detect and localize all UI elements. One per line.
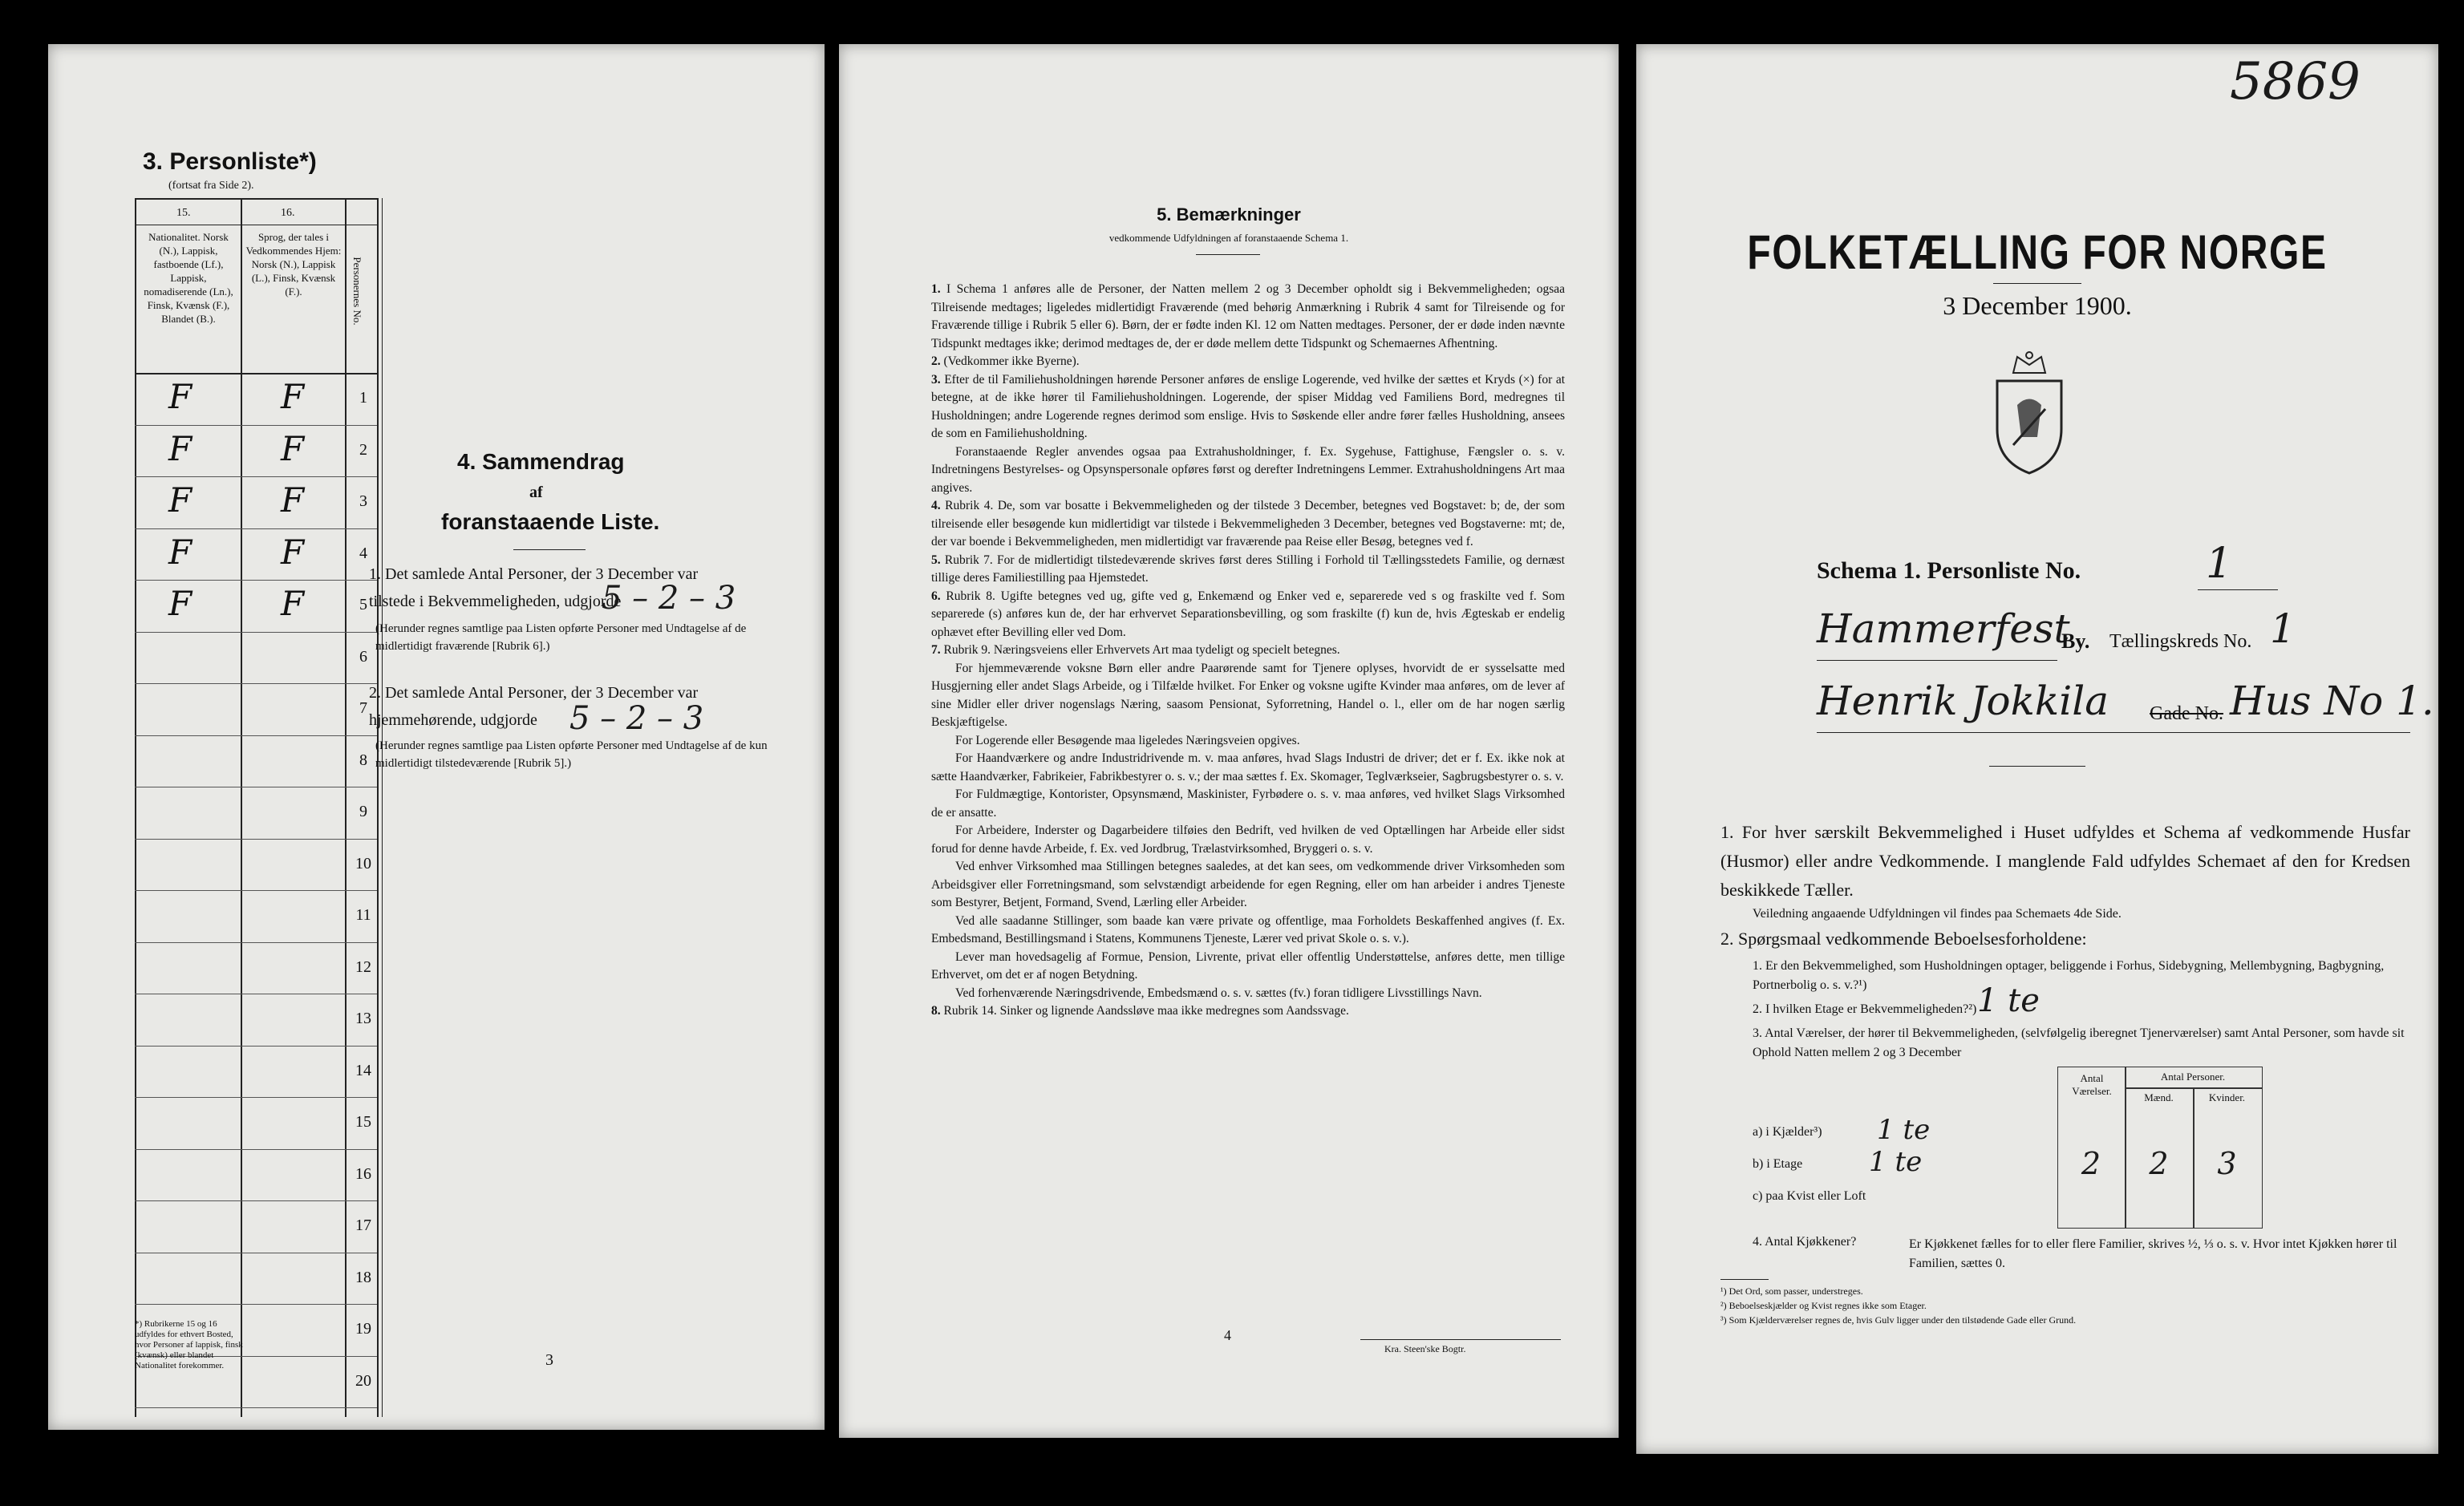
footnote-2: ²) Beboelseskjælder og Kvist regnes ikke som Etager. xyxy=(1720,1300,1927,1311)
footnote-3: ³) Som Kjælderværelser regnes de, hvis Gulv ligger under den tilstødende Gade eller Grund. xyxy=(1720,1314,2077,1326)
remark-paragraph xyxy=(931,642,1565,660)
row-number: 14 xyxy=(355,1061,371,1079)
row-number: 11 xyxy=(355,906,371,924)
women-cell: 3 xyxy=(2217,1146,2237,1181)
row-number: 10 xyxy=(355,854,371,872)
table-row-divider xyxy=(135,632,377,633)
footnote-1: ¹) Det Ord, som passer, understreges. xyxy=(1720,1285,1863,1297)
row-number: 3 xyxy=(359,492,367,510)
remark-text: Ved alle saadanne Stillinger, som baade kan være private og offentlige, maa Forholdets Beskaffenhed angives (f. Ex. Embedsmand, Bestillingsmand i Statens, Kommunens Tjeneste, Lærer ved privat Skole o. s. v.). xyxy=(931,913,1565,945)
remark-paragraph xyxy=(931,443,1565,498)
language-cell: F xyxy=(281,480,305,520)
gade-label: Gade No. xyxy=(2150,703,2223,724)
table-row-divider xyxy=(135,942,377,943)
question-2: 2. I hvilken Etage er Bekvemmeligheden?²) xyxy=(1753,1002,1977,1016)
remark-text: Efter de til Familiehusholdningen hørende Personer anføres de enslige Logerende, ved hvilke der sættes et Kryds (×) for at betegne, at de ikke hører til Familiehusholdningen. Logerende, der spiser Middag ved Familiens Bord, medregnes til Husholdningen; andre Logerende regnes derimod som enslige. Hvis to Søskende eller andre fører fælles Husholdning, ansees de som en Familiehusholdning. xyxy=(931,372,1566,440)
question-4: 4. Antal Kjøkkener? xyxy=(1753,1235,1857,1249)
remark-paragraph xyxy=(931,949,1565,985)
remark-text: Foranstaaende Regler anvendes ogsaa paa Extrahusholdninger, f. Ex. Sygehuse, Fattighuse, Fængsler o. s. v. Indretningens Bestyrelses- og Opsynspersonale opføres først og derefter Indretningens Lemmer. Extrahusholdningens Art maa angives. xyxy=(931,444,1565,495)
remark-paragraph xyxy=(931,858,1565,913)
census-date: 3 December 1900. xyxy=(1943,291,2132,320)
table-row-label: c) paa Kvist eller Loft xyxy=(1753,1189,1866,1203)
table-row-divider xyxy=(135,1407,377,1408)
remark-paragraph xyxy=(931,353,1565,371)
table-row-divider xyxy=(135,1097,377,1098)
remark-text: I Schema 1 anføres alle de Personer, der Natten mellem 2 og 3 December opholdt sig i Bekvemmeligheden; ogsaa Tilreisende medtages; ligeledes midlertidigt Fraværende (med behørig Anmærkning i Rubrik 4 samt for Tilreisende og for Fraværende tillige i Rubrik 5 eller 6). Børn, der er fødte inden Kl. 12 om Natten medtages. Personer, der er døde inden nævnte Tidspunkt medtages ikke; derimod medtages de, der er døde mellem dette Tidspunkt og Schemaernes Afhentning. xyxy=(931,282,1565,350)
remark-text: For Logerende eller Besøgende maa ligeledes Næringsveien opgives. xyxy=(955,733,1300,747)
table-row-divider xyxy=(135,890,377,891)
summary-1-line1: 1. Det samlede Antal Personer, der 3 December var xyxy=(369,565,699,583)
printer-credit: Kra. Steen'ske Bogtr. xyxy=(1384,1343,1466,1354)
summary-title-af: af xyxy=(529,484,543,501)
remark-text: For Arbeidere, Inderster og Dagarbeidere tilføies den Bedrift, ved hvilken de ved Optællingen har Arbeide eller sidst forud for denne havde Arbeide, f. Ex. ved Jordbrug, Trælastvirksomhed, Bryggeri o. s. v. xyxy=(931,824,1565,856)
remark-paragraph xyxy=(931,985,1565,1003)
language-cell: F xyxy=(281,532,305,572)
table-row-divider xyxy=(135,1304,377,1305)
left-page xyxy=(48,44,825,1430)
right-page xyxy=(1636,44,2438,1454)
instruction-1: 1. For hver særskilt Bekvemmelighed i Huset udfyldes et Schema af vedkommende Husfar (Husmor) eller andre Vedkommende. I manglende Fald udfyldes Schemaet af den for Kredsen beskikkede Tæller. xyxy=(1720,822,2410,900)
summary-1-note: (Herunder regnes samtlige paa Listen opførte Personer med Undtagelse af de midlertidigt fraværende [Rubrik 6].) xyxy=(375,622,747,653)
remark-paragraph xyxy=(931,913,1565,949)
row-number: 5 xyxy=(359,596,367,613)
house-number: Hus No 1. xyxy=(2230,678,2434,724)
remark-number: 3. xyxy=(931,372,941,387)
row-number: 20 xyxy=(355,1371,371,1390)
nationality-cell: F xyxy=(168,428,192,468)
language-cell: F xyxy=(281,428,305,468)
remark-paragraph xyxy=(931,822,1565,858)
remark-paragraph xyxy=(931,552,1565,588)
page-number-4: 4 xyxy=(1224,1327,1231,1343)
remark-text: Ved forhenværende Næringsdrivende, Embedsmænd o. s. v. sættes (fv.) foran tidligere Livsstillings Navn. xyxy=(955,986,1482,1000)
col-person-no-header: Personernes No. xyxy=(351,257,363,326)
remark-paragraph xyxy=(931,281,1565,353)
row-number: 19 xyxy=(355,1320,371,1338)
col16-number: 16. xyxy=(281,207,295,219)
personliste-heading: 3. Personliste*) xyxy=(143,148,317,175)
row-number: 7 xyxy=(359,699,367,717)
language-cell: F xyxy=(281,584,305,623)
remark-text: Rubrik 9. Næringsveiens eller Erhvervets Art maa tydeligt og specielt betegnes. xyxy=(943,643,1340,657)
middle-page xyxy=(839,44,1619,1438)
table-row-divider xyxy=(135,1149,377,1150)
archive-stamp-number: 5869 xyxy=(2230,52,2361,111)
coat-of-arms-icon xyxy=(1981,349,2077,477)
remark-text: For Haandværkere og andre Industridrivende m. v. maa anføres, hvad Slags Industri de driver; det er f. Ex. ikke nok at sætte Haandværker, Fabrikeier, Fabrikbestyrer o. s. v.; der maa sættes f. Ex. Skomager, Teglværkseier, Sagbrugsbestyrer o. s. v. xyxy=(931,751,1565,783)
summary-1-line2: tilstede i Bekvemmeligheden, udgjorde xyxy=(369,593,622,610)
nationality-cell: F xyxy=(168,532,192,572)
nationality-cell: F xyxy=(168,377,192,416)
street-name: Henrik Jokkila xyxy=(1817,678,2109,724)
remark-text: Rubrik 7. For de midlertidigt tilstedeværende skrives først deres Stilling i Forhold til Tællingsstedets Familie, og dernæst tillige deres Familiestilling paa Hjemstedet. xyxy=(931,553,1565,585)
remark-paragraph xyxy=(931,1002,1565,1021)
kreds-label: Tællingskreds No. xyxy=(2109,631,2252,652)
col15-header: Nationalitet. Norsk (N.), Lappisk, fastboende (Lf.), Lappisk, nomadiserende (Ln.), Finsk, Kvænsk (F.), Blandet (B.). xyxy=(144,231,233,325)
table-row-divider xyxy=(135,1200,377,1201)
remark-number: 1. xyxy=(931,282,941,296)
remark-paragraph xyxy=(931,660,1565,732)
language-cell: F xyxy=(281,377,305,416)
question-1: 1. Er den Bekvemmelighed, som Husholdningen optager, beliggende i Forhus, Sidebygning, Mellembygning, Bagbygning, Portnerbolig o. s. v.?¹) xyxy=(1753,959,2385,992)
question-3: 3. Antal Værelser, der hører til Bekvemmeligheden, (selvfølgelig iberegnet Tjenerværelser) samt Antal Personer, som havde sit Ophold Natten mellem 2 og 3 December xyxy=(1753,1026,2405,1059)
remark-number: 5. xyxy=(931,553,941,567)
summary-2-note: (Herunder regnes samtlige paa Listen opførte Personer med Undtagelse af de kun midlertidigt tilstedeværende [Rubrik 5].) xyxy=(375,739,768,770)
row-number: 8 xyxy=(359,751,367,769)
table-row-divider xyxy=(135,476,377,477)
remark-number: 2. xyxy=(931,354,941,368)
remark-text: For Fuldmægtige, Kontorister, Opsynsmænd, Maskinister, Fyrbødere o. s. v. maa anføres, ved hvilket Slags Virksomhed de er ansatte. xyxy=(931,787,1565,820)
remarks-subtitle: vedkommende Udfyldningen af foranstaaende Schema 1. xyxy=(1108,232,1349,244)
instruction-1-note: Veiledning angaaende Udfyldningen vil findes paa Schemaets 4de Side. xyxy=(1753,907,2122,921)
col16-header: Sprog, der tales i Vedkommendes Hjem: Norsk (N.), Lappisk (L.), Finsk, Kvænsk (F.). xyxy=(245,231,342,298)
row-number: 6 xyxy=(359,647,367,666)
instruction-2: 2. Spørgsmaal vedkommende Beboelsesforholdene: xyxy=(1720,929,2087,949)
page-number-3: 3 xyxy=(545,1351,553,1369)
remark-paragraph xyxy=(931,786,1565,822)
rooms-cell: 2 xyxy=(2081,1146,2101,1181)
remark-text: Rubrik 14. Sinker og lignende Aandssløve maa ikke medregnes som Aandssvage. xyxy=(943,1004,1349,1018)
remark-paragraph xyxy=(931,732,1565,751)
row-number: 1 xyxy=(359,389,367,407)
col15-number: 15. xyxy=(176,207,191,219)
question-2-answer: 1 te xyxy=(1977,982,2040,1019)
table-row-divider xyxy=(135,528,377,529)
schema-number: 1 xyxy=(2206,540,2233,588)
table-row-floor-answer: 1 te xyxy=(1877,1114,1931,1146)
table-row-floor-answer: 1 te xyxy=(1869,1146,1923,1178)
personliste-subheading: (fortsat fra Side 2). xyxy=(168,180,254,192)
question-4-rest: Er Kjøkkenet fælles for to eller flere Familier, skrives ½, ⅓ o. s. v. Hvor intet Kjøkken hører til Familien, sættes 0. xyxy=(1909,1237,2397,1270)
remark-text: Lever man hovedsagelig af Formue, Pension, Livrente, privat eller offentlig Understøttelse, anføres dette, men tillige Erhvervet, om det er af nogen Betydning. xyxy=(931,949,1565,982)
remarks-body xyxy=(931,281,1565,1021)
remark-number: 7. xyxy=(931,643,941,657)
city-name: Hammerfest xyxy=(1817,605,2070,652)
by-label: By. xyxy=(2061,630,2090,653)
remarks-title: 5. Bemærkninger xyxy=(1157,204,1301,225)
remark-number: 8. xyxy=(931,1004,941,1018)
table-row-divider xyxy=(135,1046,377,1047)
table-head-women: Kvinder. xyxy=(2208,1091,2246,1103)
remark-paragraph xyxy=(931,497,1565,552)
table-row-label: a) i Kjælder³) xyxy=(1753,1125,1822,1139)
row-number: 12 xyxy=(355,957,371,976)
row-number: 4 xyxy=(359,544,367,562)
table-head-persons: Antal Personer. xyxy=(2160,1071,2226,1083)
row-number: 17 xyxy=(355,1217,371,1234)
remark-paragraph xyxy=(931,588,1565,642)
remark-number: 4. xyxy=(931,499,941,512)
men-cell: 2 xyxy=(2149,1146,2169,1181)
summary-2-value: 5 – 2 – 3 xyxy=(569,700,704,737)
personliste-footnote: *) Rubrikerne 15 og 16 udfyldes for ethvert Bosted, hvor Personer af lappisk, finsk (kvænsk) eller blandet Nationalitet forekommer. xyxy=(135,1319,243,1370)
remark-paragraph xyxy=(931,371,1565,443)
remark-text: Rubrik 8. Ugifte betegnes ved ug, gifte ved g, Enkemænd og Enker ved e, separerede ved s og fraskilte ved f. Som separerede (s) anføres kun de, der har erhvervet Separationsbevilling, og som fraskilte (f) kun de, hvis Ægteskab er endelig ophævet efter Bevilling eller ved Dom. xyxy=(931,589,1565,639)
table-row-label: b) i Etage xyxy=(1753,1157,1803,1171)
table-head-rooms: Antal Værelser. xyxy=(2072,1072,2112,1097)
summary-title: 4. Sammendrag xyxy=(457,449,625,474)
row-number: 13 xyxy=(355,1010,371,1027)
summary-2-line2: hjemmehørende, udgjorde xyxy=(369,711,537,729)
table-row-divider xyxy=(135,425,377,426)
remark-text: Ved enhver Virksomhed maa Stillingen betegnes saaledes, at det kan sees, om vedkommende driver Virksomheden som Arbeidsgiver eller Forretningsmand, som selvstændigt arbeidende for egen Regning, eller om han arbeider i andres Tjeneste som Bestyrer, Betjent, Formand, Svend, Lærling eller Arbeider. xyxy=(931,860,1565,909)
nationality-cell: F xyxy=(168,480,192,520)
kreds-number: 1 xyxy=(2270,605,2296,652)
remark-text: For hjemmeværende voksne Børn eller andre Paarørende samt for Tjenere oplyses, hvorvidt de er sysselsatte med Husgjerning eller andet Slags Arbeide, og i Tilfælde hvilket. For Enker og voksne ugifte Kvinder maa anføres, om de lever af sine Midler eller driver nogenslags Næring, saasom Pensionat, Syforretning, Handel o. l., eller om de har nogen særlig Beskjæftigelse. xyxy=(931,661,1565,729)
remark-text: (Vedkommer ikke Byerne). xyxy=(943,354,1080,368)
nationality-cell: F xyxy=(168,584,192,623)
table-row-divider xyxy=(135,580,377,581)
table-row-divider xyxy=(135,683,377,684)
row-number: 9 xyxy=(359,803,367,820)
remark-paragraph xyxy=(931,750,1565,786)
census-title: FOLKETÆLLING FOR NORGE xyxy=(1747,225,2328,279)
remark-text: Rubrik 4. De, som var bosatte i Bekvemmeligheden og der tilstede 3 December, betegnes ved Bogstavet: b; de, der som tilreisende eller besøgende kun midlertidigt var tilstede i Bekvemmeligheden 3 December, betegnes ved Bogstaverne: mt; de, der var boende i Bekvemmeligheden, men midlertidigt var fraværende paa Reise eller Besøg, betegnes ved f. xyxy=(931,499,1566,549)
table-head-men: Mænd. xyxy=(2144,1091,2174,1103)
summary-2-line1: 2. Det samlede Antal Personer, der 3 December var xyxy=(369,684,699,702)
table-row-divider xyxy=(135,839,377,840)
row-number: 2 xyxy=(359,440,367,459)
schema-label: Schema 1. Personliste No. xyxy=(1817,557,2081,584)
summary-1-value: 5 – 2 – 3 xyxy=(602,580,736,617)
remark-number: 6. xyxy=(931,589,941,603)
summary-subtitle: foranstaaende Liste. xyxy=(441,509,660,534)
row-number: 15 xyxy=(355,1113,371,1131)
table-row-divider xyxy=(135,735,377,736)
row-number: 18 xyxy=(355,1268,371,1286)
row-number: 16 xyxy=(355,1164,371,1183)
